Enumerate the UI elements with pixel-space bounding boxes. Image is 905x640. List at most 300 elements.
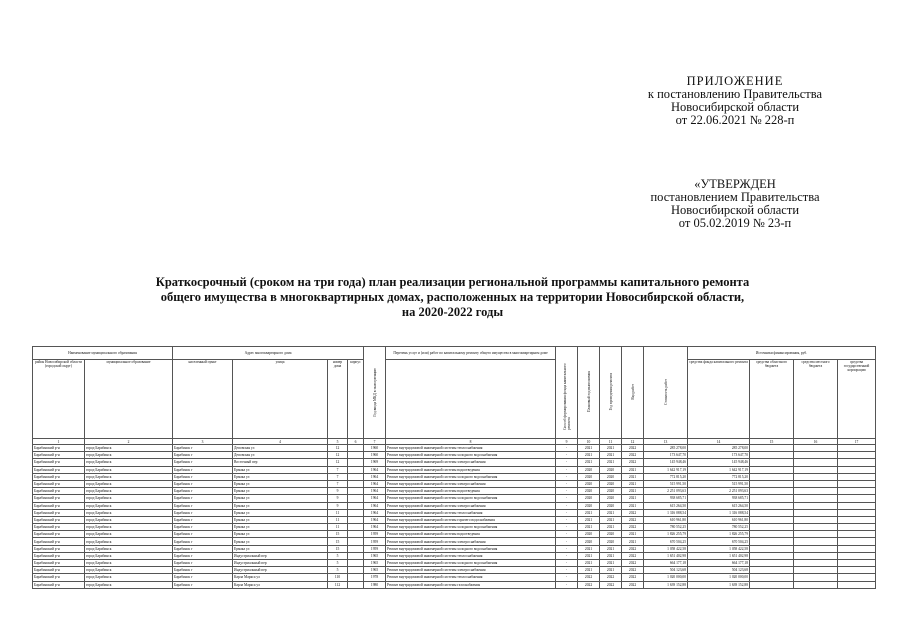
cell-empty xyxy=(838,488,876,495)
cell-empty xyxy=(348,531,364,538)
cell-house: 12 xyxy=(328,459,348,466)
cell-c12: 2021 xyxy=(622,473,644,480)
cell-sum: 772 815,20 xyxy=(644,473,688,480)
cell-c11: 2021 xyxy=(600,445,622,452)
cell-street: Ермака ул xyxy=(233,516,328,523)
cell-sum: 938 685,71 xyxy=(644,495,688,502)
cell-c12: 2021 xyxy=(622,531,644,538)
cell-c11: 2021 xyxy=(600,516,622,523)
table-row xyxy=(33,574,876,581)
cell-c9: - xyxy=(556,502,578,509)
cell-settlement: город Барабинск xyxy=(85,574,173,581)
cell-sum: 615 264,50 xyxy=(688,502,750,509)
cell-work: Ремонт внутридомовой инженерной системы холодного водоснабжения xyxy=(386,524,556,531)
cell-sum: 780 552,25 xyxy=(644,524,688,531)
cell-empty xyxy=(750,459,794,466)
cell-empty xyxy=(838,466,876,473)
cell-empty xyxy=(750,488,794,495)
cell-sum: 285 278,00 xyxy=(644,445,688,452)
cell-empty xyxy=(838,581,876,588)
header-c11: Вид работ xyxy=(630,384,635,400)
cell-settlement: город Барабинск xyxy=(85,567,173,574)
cell-sum: 1 020 000,00 xyxy=(644,574,688,581)
table-row xyxy=(33,445,876,452)
cell-c10: 2020 xyxy=(578,488,600,495)
cell-sum: 772 815,20 xyxy=(688,473,750,480)
cell-sum: 1 651 402,98 xyxy=(644,552,688,559)
cell-empty xyxy=(750,545,794,552)
cell-empty xyxy=(794,509,838,516)
cell-street: Ермака ул xyxy=(233,531,328,538)
table-row xyxy=(33,452,876,459)
table-row xyxy=(33,459,876,466)
cell-c11: 2020 xyxy=(600,495,622,502)
cell-district: Барабинский р-н xyxy=(33,545,85,552)
cell-empty xyxy=(794,581,838,588)
cell-empty xyxy=(794,466,838,473)
header-local: средства местного бюджета xyxy=(794,360,838,439)
table-row xyxy=(33,560,876,567)
cell-empty xyxy=(838,445,876,452)
cell-sum: 145 948,46 xyxy=(688,459,750,466)
cell-empty xyxy=(348,560,364,567)
cell-sum: 1 642 917,19 xyxy=(644,466,688,473)
cell-house: 5 xyxy=(328,567,348,574)
cell-c10: 2021 xyxy=(578,567,600,574)
cell-house: 15 xyxy=(328,545,348,552)
cell-empty xyxy=(750,574,794,581)
cell-locality: Барабинск г xyxy=(173,581,233,588)
cell-c11: 2021 xyxy=(600,524,622,531)
cell-c11: 2020 xyxy=(600,502,622,509)
header-settlement: муниципальное образование xyxy=(85,360,173,439)
cell-empty xyxy=(838,552,876,559)
group-header-municipality: Наименование муниципального образования xyxy=(33,347,173,360)
cell-empty xyxy=(348,488,364,495)
cell-settlement: город Барабинск xyxy=(85,495,173,502)
cell-empty xyxy=(794,538,838,545)
cell-settlement: город Барабинск xyxy=(85,545,173,552)
cell-c10: 2020 xyxy=(578,538,600,545)
cell-sum: 780 552,25 xyxy=(688,524,750,531)
cell-locality: Барабинск г xyxy=(173,574,233,581)
cell-empty xyxy=(838,473,876,480)
cell-settlement: город Барабинск xyxy=(85,459,173,466)
table-row xyxy=(33,480,876,487)
cell-c9: - xyxy=(556,538,578,545)
cell-sum: 2 251 093,63 xyxy=(644,488,688,495)
header-year-cell xyxy=(364,347,386,439)
group-header-financing: Источники финансирования, руб. xyxy=(688,347,876,360)
column-number: 1 xyxy=(33,439,85,445)
cell-settlement: город Барабинск xyxy=(85,509,173,516)
cell-c12: 2021 xyxy=(622,480,644,487)
header-c10-cell xyxy=(600,347,622,439)
cell-year: 1960 xyxy=(364,452,386,459)
header-district: район Новосибирской области (городской округ) xyxy=(33,360,85,439)
cell-empty xyxy=(348,538,364,545)
cell-year: 1964 xyxy=(364,495,386,502)
header-works-sub xyxy=(386,360,556,439)
cell-c10: 2022 xyxy=(578,581,600,588)
header-total: средства фонда капитального ремонта xyxy=(688,360,750,439)
cell-sum: 1 316 088,54 xyxy=(644,509,688,516)
cell-c12: 2022 xyxy=(622,459,644,466)
cell-sum: 1 639 152,88 xyxy=(688,581,750,588)
cell-empty xyxy=(794,495,838,502)
cell-empty xyxy=(348,552,364,559)
header-locality: населенный пункт xyxy=(173,360,233,439)
cell-c10: 2021 xyxy=(578,545,600,552)
cell-empty xyxy=(750,516,794,523)
cell-c9: - xyxy=(556,480,578,487)
cell-year: 1964 xyxy=(364,480,386,487)
cell-sum: 664 177,18 xyxy=(688,560,750,567)
cell-house: 7 xyxy=(328,473,348,480)
cell-year: 1964 xyxy=(364,509,386,516)
cell-c9: - xyxy=(556,552,578,559)
cell-locality: Барабинск г xyxy=(173,552,233,559)
column-number: 7 xyxy=(364,439,386,445)
cell-empty xyxy=(750,581,794,588)
cell-year: 1959 xyxy=(364,545,386,552)
cell-sum: 1 826 255,79 xyxy=(688,531,750,538)
cell-locality: Барабинск г xyxy=(173,524,233,531)
cell-settlement: город Барабинск xyxy=(85,466,173,473)
cell-settlement: город Барабинск xyxy=(85,531,173,538)
cell-locality: Барабинск г xyxy=(173,502,233,509)
cell-c12: 2021 xyxy=(622,466,644,473)
cell-empty xyxy=(794,452,838,459)
cell-empty xyxy=(794,574,838,581)
cell-c10: 2021 xyxy=(578,509,600,516)
cell-empty xyxy=(838,574,876,581)
cell-house: 11 xyxy=(328,524,348,531)
cell-sum: 173 647,70 xyxy=(688,452,750,459)
title-line: на 2020-2022 годы xyxy=(401,305,504,319)
cell-house: 9 xyxy=(328,488,348,495)
cell-locality: Барабинск г xyxy=(173,480,233,487)
cell-empty xyxy=(348,502,364,509)
header-other: средства государственной корпорации xyxy=(838,360,876,439)
column-number: 6 xyxy=(348,439,364,445)
cell-empty xyxy=(348,567,364,574)
cell-settlement: город Барабинск xyxy=(85,502,173,509)
cell-settlement: город Барабинск xyxy=(85,452,173,459)
cell-work: Ремонт внутридомовой инженерной системы водоотведения xyxy=(386,466,556,473)
cell-locality: Барабинск г xyxy=(173,567,233,574)
cell-empty xyxy=(838,516,876,523)
cell-c10: 2020 xyxy=(578,502,600,509)
cell-empty xyxy=(348,473,364,480)
cell-street: Ермака ул xyxy=(233,502,328,509)
cell-district: Барабинский р-н xyxy=(33,480,85,487)
cell-c9: - xyxy=(556,560,578,567)
header-street: улица xyxy=(233,360,328,439)
cell-sum: 1 058 422,58 xyxy=(688,545,750,552)
cell-sum: 515 991,50 xyxy=(688,480,750,487)
cell-house: 7 xyxy=(328,466,348,473)
cell-work: Ремонт внутридомовой инженерной системы электроснабжения xyxy=(386,538,556,545)
header-c10: Год проведения ремонта xyxy=(608,373,613,411)
cell-c12: 2021 xyxy=(622,502,644,509)
cell-street: Деповская ул xyxy=(233,452,328,459)
cell-c12: 2022 xyxy=(622,509,644,516)
cell-locality: Барабинск г xyxy=(173,466,233,473)
header-reg: средства областного бюджета xyxy=(750,360,794,439)
cell-work: Ремонт внутридомовой инженерной системы электроснабжения xyxy=(386,459,556,466)
cell-c12: 2022 xyxy=(622,560,644,567)
cell-house: 9 xyxy=(328,495,348,502)
cell-c11: 2020 xyxy=(600,473,622,480)
cell-empty xyxy=(750,473,794,480)
header-building: корпус xyxy=(348,360,364,439)
table-row xyxy=(33,509,876,516)
cell-sum: 610 961,80 xyxy=(644,516,688,523)
cell-sum: 670 504,25 xyxy=(644,538,688,545)
table-row xyxy=(33,466,876,473)
cell-empty xyxy=(794,531,838,538)
cell-year: 1964 xyxy=(364,488,386,495)
cell-year: 1964 xyxy=(364,466,386,473)
cell-settlement: город Барабинск xyxy=(85,524,173,531)
cell-locality: Барабинск г xyxy=(173,509,233,516)
cell-c11: 2021 xyxy=(600,560,622,567)
cell-work: Ремонт внутридомовой инженерной системы теплоснабжения xyxy=(386,574,556,581)
cell-c9: - xyxy=(556,581,578,588)
cell-year: 1965 xyxy=(364,552,386,559)
cell-c9: - xyxy=(556,524,578,531)
cell-district: Барабинский р-н xyxy=(33,452,85,459)
cell-c12: 2022 xyxy=(622,452,644,459)
cell-empty xyxy=(348,516,364,523)
cell-work: Ремонт внутридомовой инженерной системы электроснабжения xyxy=(386,567,556,574)
table-row xyxy=(33,567,876,574)
cell-house: 112 xyxy=(328,581,348,588)
cell-locality: Барабинск г xyxy=(173,516,233,523)
cell-empty xyxy=(838,509,876,516)
cell-empty xyxy=(348,480,364,487)
column-number: 3 xyxy=(173,439,233,445)
approved-block xyxy=(590,178,880,230)
cell-c9: - xyxy=(556,473,578,480)
cell-empty xyxy=(750,466,794,473)
column-number: 16 xyxy=(794,439,838,445)
cell-c9: - xyxy=(556,488,578,495)
cell-house: 15 xyxy=(328,531,348,538)
cell-c12: 2021 xyxy=(622,488,644,495)
cell-year: 1964 xyxy=(364,502,386,509)
cell-house: 11 xyxy=(328,516,348,523)
cell-empty xyxy=(348,581,364,588)
cell-district: Барабинский р-н xyxy=(33,524,85,531)
cell-sum: 610 961,80 xyxy=(688,516,750,523)
cell-district: Барабинский р-н xyxy=(33,531,85,538)
cell-sum: 670 504,25 xyxy=(688,538,750,545)
cell-empty xyxy=(838,524,876,531)
capital-repair-plan-table xyxy=(32,346,876,589)
cell-locality: Барабинск г xyxy=(173,459,233,466)
cell-c12: 2021 xyxy=(622,538,644,545)
cell-empty xyxy=(348,445,364,452)
cell-empty xyxy=(750,560,794,567)
cell-district: Барабинский р-н xyxy=(33,560,85,567)
cell-empty xyxy=(348,466,364,473)
cell-district: Барабинский р-н xyxy=(33,574,85,581)
cell-settlement: город Барабинск xyxy=(85,581,173,588)
cell-empty xyxy=(794,516,838,523)
cell-empty xyxy=(794,502,838,509)
cell-empty xyxy=(750,480,794,487)
cell-locality: Барабинск г xyxy=(173,445,233,452)
column-number: 10 xyxy=(578,439,600,445)
cell-c11: 2022 xyxy=(600,574,622,581)
cell-c9: - xyxy=(556,445,578,452)
cell-empty xyxy=(348,452,364,459)
cell-house: 5 xyxy=(328,552,348,559)
cell-empty xyxy=(750,502,794,509)
cell-empty xyxy=(794,445,838,452)
cell-empty xyxy=(794,459,838,466)
cell-house: 15 xyxy=(328,538,348,545)
table-row xyxy=(33,502,876,509)
appendix-block xyxy=(590,75,880,127)
table-row xyxy=(33,495,876,502)
cell-c10: 2022 xyxy=(578,574,600,581)
cell-district: Барабинский р-н xyxy=(33,495,85,502)
cell-locality: Барабинск г xyxy=(173,452,233,459)
cell-empty xyxy=(794,552,838,559)
header-c9-cell xyxy=(578,347,600,439)
approved-line: постановлением Правительства xyxy=(650,190,820,204)
appendix-title: ПРИЛОЖЕНИЕ xyxy=(686,74,784,88)
cell-c10: 2021 xyxy=(578,524,600,531)
cell-c11: 2020 xyxy=(600,480,622,487)
cell-c10: 2020 xyxy=(578,495,600,502)
cell-sum: 1 826 255,79 xyxy=(644,531,688,538)
cell-c10: 2021 xyxy=(578,552,600,559)
cell-work: Ремонт внутридомовой инженерной системы холодного водоснабжения xyxy=(386,545,556,552)
cell-district: Барабинский р-н xyxy=(33,567,85,574)
cell-empty xyxy=(794,560,838,567)
cell-empty xyxy=(750,531,794,538)
cell-sum: 1 642 917,19 xyxy=(688,466,750,473)
appendix-line: к постановлению Правительства xyxy=(647,87,823,101)
cell-c12: 2022 xyxy=(622,552,644,559)
cell-street: Ермака ул xyxy=(233,488,328,495)
cell-c9: - xyxy=(556,459,578,466)
cell-street: Ермака ул xyxy=(233,509,328,516)
cell-c11: 2021 xyxy=(600,452,622,459)
cell-year: 1965 xyxy=(364,567,386,574)
cell-settlement: город Барабинск xyxy=(85,516,173,523)
cell-street: Ермака ул xyxy=(233,495,328,502)
cell-c9: - xyxy=(556,509,578,516)
appendix-line: от 22.06.2021 № 228-п xyxy=(675,113,795,127)
cell-year: 1959 xyxy=(364,531,386,538)
cell-c11: 2021 xyxy=(600,567,622,574)
cell-empty xyxy=(348,545,364,552)
cell-c12: 2022 xyxy=(622,567,644,574)
cell-sum: 1 639 152,88 xyxy=(644,581,688,588)
cell-empty xyxy=(838,480,876,487)
cell-work: Ремонт внутридомовой инженерной системы электроснабжения xyxy=(386,502,556,509)
cell-street: Ермака ул xyxy=(233,473,328,480)
cell-c10: 2020 xyxy=(578,480,600,487)
cell-house: 5 xyxy=(328,560,348,567)
cell-sum: 285 278,00 xyxy=(688,445,750,452)
column-number: 11 xyxy=(600,439,622,445)
cell-house: 9 xyxy=(328,502,348,509)
cell-empty xyxy=(750,538,794,545)
cell-settlement: город Барабинск xyxy=(85,473,173,480)
cell-empty xyxy=(794,480,838,487)
cell-settlement: город Барабинск xyxy=(85,488,173,495)
cell-empty xyxy=(838,459,876,466)
cell-c11: 2020 xyxy=(600,488,622,495)
cell-work: Ремонт внутридомовой инженерной системы водоотведения xyxy=(386,531,556,538)
cell-c11: 2022 xyxy=(600,581,622,588)
cell-empty xyxy=(794,524,838,531)
cell-year: 1980 xyxy=(364,581,386,588)
header-c8: Способ формирования фонда капитального ремонта xyxy=(562,363,571,430)
cell-c12: 2021 xyxy=(622,495,644,502)
cell-street: Ермака ул xyxy=(233,524,328,531)
approved-title: «УТВЕРЖДЕН xyxy=(694,177,776,191)
cell-c11: 2021 xyxy=(600,459,622,466)
header-year: Год ввода МКД в эксплуатацию xyxy=(372,367,377,417)
cell-c10: 2020 xyxy=(578,531,600,538)
cell-locality: Барабинск г xyxy=(173,473,233,480)
cell-c10: 2021 xyxy=(578,459,600,466)
cell-empty xyxy=(348,495,364,502)
cell-empty xyxy=(838,545,876,552)
cell-c12: 2022 xyxy=(622,516,644,523)
cell-street: Ермака ул xyxy=(233,466,328,473)
cell-sum: 2 251 093,63 xyxy=(688,488,750,495)
column-number: 4 xyxy=(233,439,328,445)
cell-street: Восточный пер xyxy=(233,459,328,466)
table-row xyxy=(33,538,876,545)
cell-c12: 2022 xyxy=(622,524,644,531)
cell-street: Индустриальный пер xyxy=(233,567,328,574)
cell-c11: 2021 xyxy=(600,552,622,559)
cell-c9: - xyxy=(556,495,578,502)
cell-c10: 2021 xyxy=(578,516,600,523)
cell-sum: 504 123,68 xyxy=(688,567,750,574)
cell-empty xyxy=(750,567,794,574)
cell-work: Ремонт внутридомовой инженерной системы теплоснабжения xyxy=(386,509,556,516)
header-c11-cell xyxy=(622,347,644,439)
cell-sum: 615 264,50 xyxy=(644,502,688,509)
cell-district: Барабинский р-н xyxy=(33,552,85,559)
cell-c12: 2022 xyxy=(622,574,644,581)
cell-c9: - xyxy=(556,466,578,473)
table-row xyxy=(33,531,876,538)
cell-c12: 2022 xyxy=(622,581,644,588)
approved-line: от 05.02.2019 № 23-п xyxy=(678,216,792,230)
cell-work: Ремонт внутридомовой инженерной системы холодного водоснабжения xyxy=(386,473,556,480)
column-number: 12 xyxy=(622,439,644,445)
cell-empty xyxy=(348,509,364,516)
cell-c10: 2021 xyxy=(578,452,600,459)
document-title xyxy=(60,275,845,320)
cell-street: Ермака ул xyxy=(233,538,328,545)
header-house: номер дома xyxy=(328,360,348,439)
cell-empty xyxy=(750,552,794,559)
cell-empty xyxy=(838,560,876,567)
cell-work: Ремонт внутридомовой инженерной системы холодного водоснабжения xyxy=(386,560,556,567)
